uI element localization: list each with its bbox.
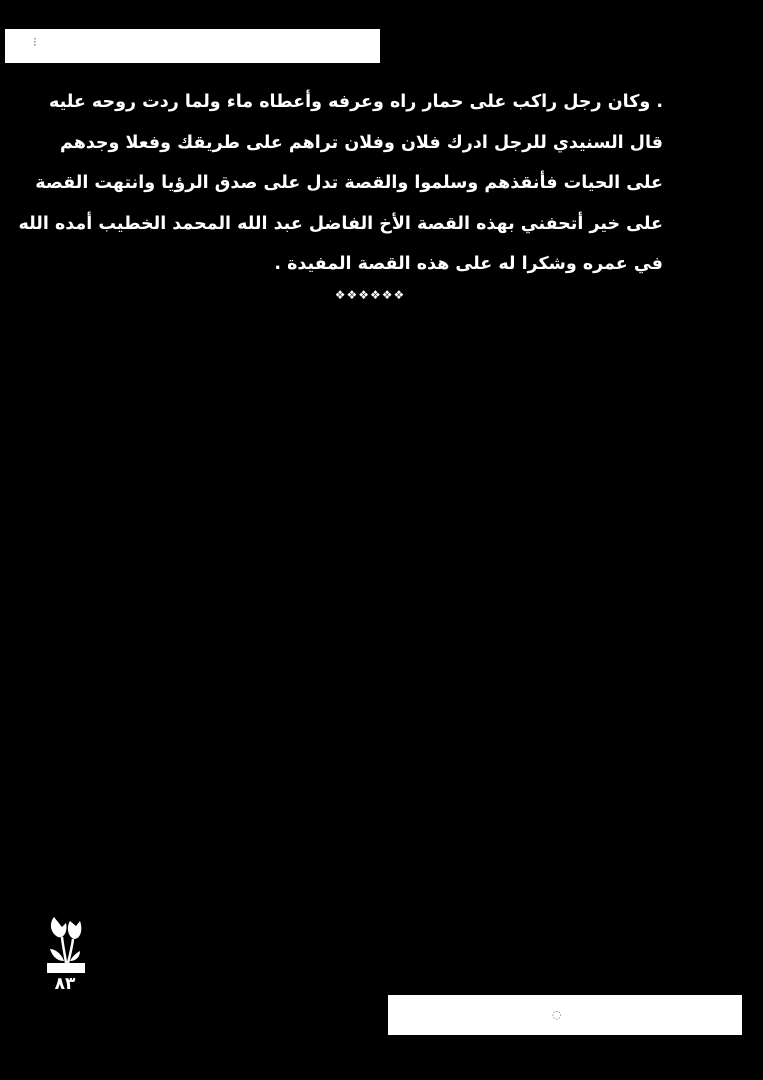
section-ornament: ❖❖❖❖❖❖: [334, 288, 406, 302]
top-bar-mark: ⁝: [33, 35, 37, 49]
text-line-3: على الحيات فأنقذهم وسلموا والقصة تدل على صدق الرؤيا وانتهت القصة: [35, 173, 663, 193]
top-white-bar: [5, 29, 380, 63]
text-line-1: . وكان رجل راكب على حمار راه وعرفه وأعطاه ماء ولما ردت روحه عليه: [48, 92, 663, 112]
text-line-5: في عمره وشكرا له على هذه القصة المفيدة .: [274, 254, 663, 274]
text-line-4: على خير أتحفني بهذه القصة الأخ الفاضل عبد الله المحمد الخطيب أمده الله: [18, 213, 663, 234]
bottom-white-bar: [388, 995, 742, 1035]
bottom-bar-mark: ◌: [552, 1008, 562, 1021]
body-text: [18, 82, 663, 285]
tulip-flower-icon: [46, 915, 86, 975]
text-line-2: قال السنيدي للرجل ادرك فلان وفلان تراهم على طريقك وفعلا وجدهم: [59, 132, 663, 153]
page-number: ٨٣: [54, 974, 76, 994]
